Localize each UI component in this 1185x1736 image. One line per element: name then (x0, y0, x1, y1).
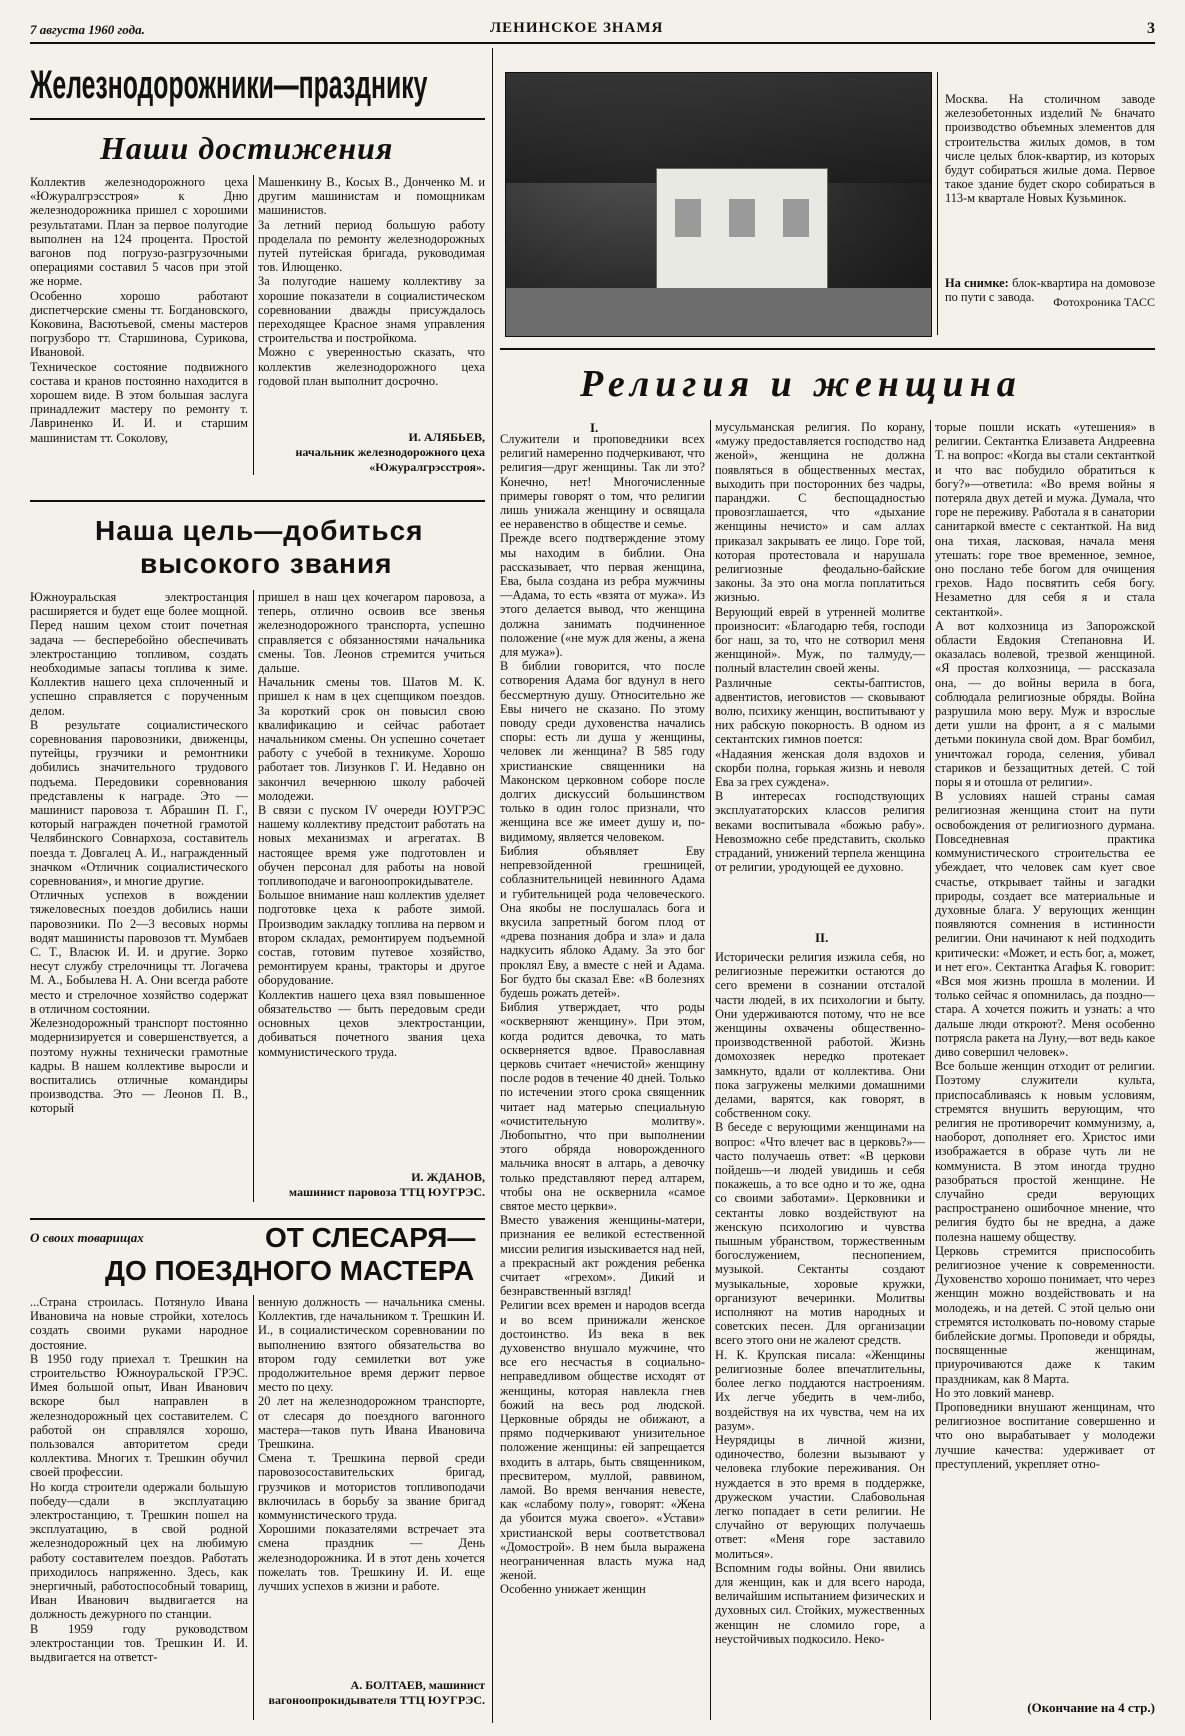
section-number: I. (590, 420, 599, 435)
column-divider (937, 72, 938, 335)
article-column: Машенкину В., Косых В., Донченко М. и другим машинистам и помощникам машинистов. За летний период большую работу проделала по ремонту железнодорожных путей путейская бригада, руководимая тов. Илющенко. За полугодие нашему коллективу за хорошие показатели в социалистическом соревновании дважды присуждалось переходящее Красное знамя управления строительства и постройкома. Можно с уверенностью сказать, что коллектив железнодорожного цеха годовой план выполнит досрочно. (258, 175, 485, 388)
article-title: Религия и женщина (580, 363, 1022, 405)
news-photo (505, 72, 932, 337)
article-title-line1: ОТ СЛЕСАРЯ— (265, 1222, 476, 1253)
column-divider (253, 175, 254, 475)
article-column: мусульманская религия. По корану, «мужу предоставляется господство над женой», женщина не должна появляться в общественных местах, выходить при посторонних без чадры, паранджи. С беспощадностью провозглашается, что «дыхание женщины нечисто» и сам аллах приказал закрывать ее лицо. Горе той, которая протестовала и нарушала религиозные феодально-байские законы. За это она могла поплатиться жизнью. Верующий еврей в утренней молитве произносит: «Благодарю тебя, господи бог наш, за то, что не сотворил меня женщиной». Муж, по талмуду,—полный властелин своей жены. Различные секты-баптистов, адвентистов, иеговистов — сковывают волю, психику женщин, воспитывают у них рабскую покорность. В одном из сектантских гимнов поется: «Надаяния женская доля вздохов и скорби полна, горькая жизнь и неволя Ева за грех суждена». В интересах господствующих эксплуататорских классов религия веками воспитывала «божью рабу». Невозможно себе представить, сколько страданий, унижений терпела женщина от религии, уродующей ее духовно. (715, 420, 925, 875)
issue-date: 7 августа 1960 года. (30, 22, 145, 37)
photo-caption: Москва. На столичном заводе железобетонных изделий № 6начато производство объемных элементов для строительства жилых домов, в том числе целых блок-квартир, из которых будут собираться жилые дома. Первое такое здание будет скоро собираться в 113-м квартале Новых Кузьминок. (945, 92, 1155, 206)
article-kicker: О своих товарищах (30, 1230, 144, 1245)
photo-caption-desc: блок-квартира на домовозе по пути с завода. (945, 276, 1155, 305)
photo-credit: Фотохроника ТАСС (1053, 295, 1155, 309)
article-column: Служители и проповедники всех религий намеренно подчеркивают, что религия—друг женщины. Так ли это? Конечно, нет! Многочисленные примеры говорят о том, что религии лишь унижала женщину и освящала ее неравенство в обществе и семье. Прежде всего подтверждение этому мы находим в библии. Она рассказывает, что первая женщина, Ева, была создана из ребра мужчины—Адама, то есть «взята от мужа». Из этого делается вывод, что женщина должна занимать подчиненное положение («не муж для жены, а жена для мужа»). В библии говорится, что после сотворения Адама бог вдунул в него бессмертную душу. Относительно же Евы ничего не сказано. По этому поводу среди духовенства начались споры: есть ли душа у женщины, человек ли женщина? В 585 году христианские священники на Маконском церковном соборе после долгих дискуссий большинством только в один голос признали, что женщина все же имеет душу и, по-видимому, является человеком. Библия объявляет Еву непревзойденной грешницей, соблазнительницей невинного Адама и губительницей рода человеческого. Она якобы не послушалась бога и вкусила запретный богом плод от «древа познания добра и зла» и дала надкусить яблоко Адаму. За это бог проклял Еву, а вместе с ней и Адама. Бог будто бы сказал Еве: «В болезнях будешь рожать детей». Библия утверждает, что роды «оскверняют женщину». При этом, когда родится девочка, то мать оскверняется вдвое. Православная церковь считает «нечистой» женщину после родов в течение 40 дней. Только по истечении этого срока священник читает над матерью специальную «очистительную молитву». Любопытно, что при выполнении этого обряда новорожденного мальчика вносят в алтарь, а девочку только представляют перед алтарем, чтобы она не осквернила «самое святое место церкви». Вместо уважения женщины-матери, признания ее великой естественной миссии религия изыскивается над ней, а прекрасный акт рождения ребенка считает «грехом». Дикий и безнравственный взгляд! Религии всех времен и народов всегда и во всем принижали женское достоинство. Из века в век духовенство внушало мужчине, что все его несчастья в социально-неправедливом обществе исходят от женщины, которая навлекла гнев божий на весь род людской. Церковные обряды не обижают, а прямо подчеркивают унизительное положение женщины: ей запрещается входить в алтарь, быть священником, пресвитером, муллой, раввином, ламой. Во время венчания невесте, как «слабому полу», говорят: «Жена да убоится мужа своего». «Устави» христианской веры соответствовал «Домострой». В нем была выражена неограниченная власть мужа над женой. Особенно унижает женщин (500, 432, 705, 1597)
article-column: торые пошли искать «утешения» в религии. Сектантка Елизавета Андреевна Т. на вопрос: «Когда вы стали сектанткой и что вас побудило обратиться к богу?»—ответила: «Во время войны я потеряла двух детей и мужа. Думала, что горе не переживу. Работала я в санатории санитаркой вместе с сектанткой. На вид она тихая, ласковая, начала меня утешать: горе твое временное, земное, оно послано тебе богом для очищения грехов. Надо посвятить себя богу. Незаметно для себя я и стала сектанткой». А вот колхозница из Запорожской области Евдокия Степановна И. оказалась волевой, трезвой женщиной. «Я простая колхозница, — рассказала она, — до войны верила в бога, соблюдала религиозные обряды. Война разрушила мою веру. Муж и взрослые дети ушли на фронт, а я с малыми детьми покинула свой дом. Враг бомбил, уничтожал города, селения, убивал стариков и беззащитных детей. С той поры я и отошла от религии». В условиях нашей страны самая религиозная женщина стоит на пути освобождения от религиозного дурмана. Повседневная практика коммунистического строительства ее убеждает, что человек сам кует свое счастье, открывает тайны и загадки природы, создает все материальные и духовные блага. У верующих женщин появляются сомнения в истинности религии. Они начинают к ней подходить критически: «Может, и есть бог, а, может, и нет его». Сектантка Агафья К. говорит: «Вся моя жизнь прошла в молении. И только сейчас я опомнилась, да поздно—стара. А хочется пожить и узнать: а что дальше люди откроют?. Меня особенно потрясла ракета на Луну,—вот ведь какое диво совершил человек». Все больше женщин отходит от религии. Поэтому служители культа, приспосабливаясь к новым условиям, стремятся внушить верующим, что религия не противоречит коммунизму, а, наоборот, дополняет его. Христос ими изображается в образе чуть ли не коммуниста. В этом иногда трудно разобраться простой женщине. Не случайно среди верующих распространено ошибочное мнение, что религия будто бы не вредна, а даже полезна нашему обществу. Церковь стремится приспособить религиозное учение к современности. Духовенство хорошо понимает, что через женщин можно воздействовать и на молодежь, и на детей. С этой целью они стремятся истолковать по-новому старые библейские догмы. Проповеди и обряды, посвященные женщинам, приурочиваются даже к таким праздникам, как 8 Марта. Но это ловкий маневр. Проповедники внушают женщинам, что религиозное воспитание совершенно и что оно вырабатывает у молодежи лучшие качества: удерживает от преступлений, укрепляет отно- (935, 420, 1155, 1471)
article-title-line2: ДО ПОЕЗДНОГО МАСТЕРА (105, 1255, 475, 1286)
newspaper-name: ЛЕНИНСКОЕ ЗНАМЯ (490, 20, 664, 36)
article-signature: И. АЛЯБЬЕВ, начальник железнодорожного цеха «Южуралгрэсстроя». (295, 430, 485, 474)
divider (30, 500, 485, 502)
column-divider (930, 420, 931, 1720)
divider (30, 118, 485, 120)
article-title-line1: Наша цель—добиться (95, 515, 424, 546)
column-divider (253, 1295, 254, 1720)
continued-note: (Окончание на 4 стр.) (1027, 1700, 1155, 1715)
article-column: ...Страна строилась. Потянуло Ивана Ивановича на новые стройки, хотелось создать своими руками народное достояние. В 1950 году приехал т. Трешкин на строительство Южноуральской ГРЭС. Имея большой опыт, Иван Иванович вскоре был направлен в железнодорожный цех составителем. С работой он справлялся хорошо, пользовался авторитетом среди коллектива. Многих т. Трешкин обучил своей профессии. Но когда строители одержали большую победу—сдали в эксплуатацию электростанцию, т. Трешкин пошел на эксплуатацию, в свой родной железнодорожный цех на любимую работу составителем поездов. Работать приходилось напряженно. Здесь, как энергичный, работоспособный товарищ, Иван Иванович выдвигается на должность дежурного по станции. В 1959 году руководством электростанции тов. Трешкин И. И. выдвигается на ответст- (30, 1295, 248, 1665)
article-column: Коллектив железнодорожного цеха «Южуралгрэсстроя» к Дню железнодорожника пришел с хорошими результатами. План за первое полугодие выполнен на 124 процента. Простой вагонов под погрузо-разгрузочными операциями составил 5 часов при этой же норме. Особенно хорошо работают диспетчерские смены тт. Богдановского, Коковина, Васютьевой, смены мастеров погрузборо тт. Старшинова, Сурикова, Ивановой. Техническое состояние подвижного состава и кранов постоянно находится в хорошем виде. В этом большая заслуга принадлежит мастеру по ремонту т. Лавриненко И. И. и старшим машинистам тт. Соколову, (30, 175, 248, 445)
article-title: Наши достижения (100, 130, 394, 166)
article-column: Южноуральская электростанция расширяется и будет еще более мощной. Перед нашим цехом стоит почетная задача — бесперебойно обеспечивать электростанцию топливом, создать необходимые запасы топлива к зиме. Коллектив нашего цеха сплоченный и успешно справляется с порученным делом. В результате социалистического соревнования паровозники, движенцы, путейцы, грузчики и ремонтники добились значительного трудового подъема. Передовики соревнования представлены к награде. Это — машинист паровоза т. Абрашин П. Г., который награжден почетной грамотой Челябинского Совнархоза, составитель поезда т. Довгалец А. И., награжденный значком «Отличник социалистического соревнования», и многие другие. Отличных успехов в вождении тяжеловесных поездов добились наши паровозники. По 2—3 весовых нормы водят машинисты паровозов тт. Мумбаев С. Т., Власюк И. И. и другие. Зорко несут службу стрелочницы тт. Логачева М. А., Бобылева Н. А. Они всегда работе место и стрелочное хозяйство содержат в отличном состоянии. Железнодорожный транспорт постоянно модернизируется и совершенствуется, а поэтому нужны технически грамотные кадры. В нашем коллективе выросли и воспитались отличные командиры производства. Это — Леонов П. В., который (30, 590, 248, 1116)
page-divider (492, 48, 493, 1723)
section-banner: Железнодорожники—празднику (30, 63, 428, 107)
article-title-line2: высокого звания (140, 548, 393, 579)
article-column: пришел в наш цех кочегаром паровоза, а теперь, отлично освоив все звенья железнодорожного транспорта, успешно справляется с обязанностями начальника смены. Тов. Леонов стремится учиться дальше. Начальник смены тов. Шатов М. К. пришел к нам в цех сцепщиком поездов. За короткий срок он повысил свою квалификацию и сейчас работает начальником смены. Он успешно сочетает работу с учебой в техникуме. Хорошо работает тов. Лизунков Г. И. Недавно он закончил вечернюю школу рабочей молодежи. В связи с пуском IV очереди ЮУГРЭС нашему коллективу предстоит работать на новых механизмах и агрегатах. В настоящее время уже подготовлен и обучен персонал для работы на новой топливоподаче и вагоноопрокидывателе. Большое внимание наш коллектив уделяет подготовке цеха к работе зимой. Производим закладку топлива на первом и втором складах, ремонтируем подъемной состав, готовим путевое хозяйство, ремонтируем краны, тракторы и другое оборудование. Коллектив нашего цеха взял повышенное обязательство — быть передовым среди основных цехов электростанции, добиваться почетного звания цеха коммунистического труда. (258, 590, 485, 1059)
photo-caption-label: На снимке: (945, 276, 1009, 291)
article-column: венную должность — начальника смены. Коллектив, где начальником т. Трешкин И. И., в социалистическом соревновании по выполнению взятого обязательства во втором году семилетки вот уже продолжительное время держит первое место по цеху. 20 лет на железнодорожном транспорте, от слесаря до поездного вагонного мастера—таков путь Ивана Ивановича Трешкина. Смена т. Трешкина первой среди паровозосоставительских бригад, грузчиков и мотористов топливоподачи включилась в борьбу за звание бригад коммунистического труда. Хорошими показателями встречает эта смена праздник — День железнодорожника. И в этот день хочется пожелать тов. Трешкину И. И. еще лучших успехов в жизни и работе. (258, 1295, 485, 1594)
column-divider (710, 420, 711, 1720)
article-signature: А. БОЛТАЕВ, машинист вагоноопрокидывателя ТТЦ ЮУГРЭС. (268, 1678, 485, 1707)
article-column: Исторически религия изжила себя, но религиозные пережитки остаются до сего времени в сознании отсталой части людей, в их психологии и быту. Они удерживаются потому, что не все женщины охвачены общественно-производственной работой. Жизнь домохозяек нередко протекает замкнуто, вдали от коллектива. Они пока загружены мелкими домашними делами, варятся, как говорят, в собственном соку. В беседе с верующими женщинами на вопрос: «Что влечет вас в церковь?»—часто получаешь ответ: «В церкови пойдешь—и людей увидишь и себя покажешь, а то все одно и то же, одна со своими заботами». Церковники и сектанты ловко воздействуют на женскую психологию и чувства пышным убранством, торжественным богослужением, песнопением, музыкой. Сектанты создают музыкальные, хоровые кружки, организуют вечеринки. Молитвы исполняют на мотив народных и советских песен. Для организации всего этого они не жалеют средств. Н. К. Крупская писала: «Женщины религиозные более впечатлительны, более легко поддаются настроениям. Их легче убедить в чем-либо, воздействуя на их чувства, чем на их разум». Неурядицы в личной жизни, одиночество, болезни вызывают у человека глубокие переживания. Он нуждается в это время в поддержке, дружеском участии. Слабовольная легко попадает в сети религии. Не случайно от верующих получаешь ответ: «Меня горе заставило молиться». Вспомним годы войны. Они явились для женщин, как и для всего народа, величайшим испытанием физических и духовных сил. Стойких, мужественных женщин не сломило горе, а неустойчивых подкосило. Неко- (715, 950, 925, 1646)
article-signature: И. ЖДАНОВ, машинист паровоза ТТЦ ЮУГРЭС. (288, 1170, 485, 1199)
section-number: II. (815, 930, 829, 945)
page-number: 3 (1147, 20, 1155, 37)
divider (30, 1218, 485, 1220)
divider (500, 348, 1155, 350)
column-divider (253, 590, 254, 1202)
page-header (30, 20, 1155, 44)
